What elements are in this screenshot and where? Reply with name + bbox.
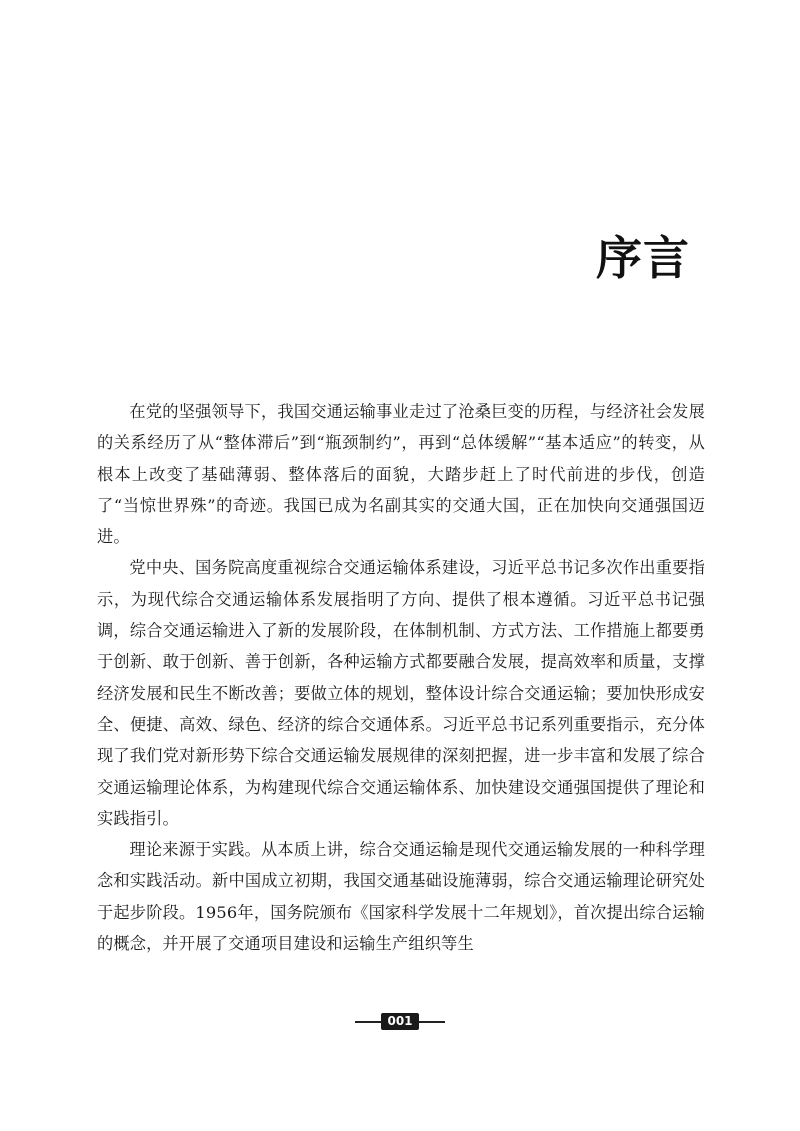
footer-rule-left bbox=[355, 1021, 381, 1023]
page-number: 001 bbox=[381, 1013, 418, 1030]
page-title: 序言 bbox=[596, 231, 690, 285]
body-text bbox=[97, 396, 705, 959]
paragraph: 在党的坚强领导下，我国交通运输事业走过了沧桑巨变的历程，与经济社会发展的关系经历了从“整体滞后”到“瓶颈制约”，再到“总体缓解”“基本适应”的转变，从根本上改变了基础薄弱、整体落后的面貌，大踏步赶上了时代前进的步伐，创造了“当惊世界殊”的奇迹。我国已成为名副其实的交通大国，正在加快向交通强国迈进。 bbox=[97, 402, 705, 547]
footer-rule-right bbox=[419, 1021, 445, 1023]
paragraph: 理论来源于实践。从本质上讲，综合交通运输是现代交通运输发展的一种科学理念和实践活动。新中国成立初期，我国交通基础设施薄弱，综合交通运输理论研究处于起步阶段。1956年，国务院颁布《国家科学发展十二年规划》，首次提出综合运输的概念，并开展了交通项目建设和运输生产组织等生 bbox=[97, 840, 705, 954]
paragraph: 党中央、国务院高度重视综合交通运输体系建设，习近平总书记多次作出重要指示，为现代综合交通运输体系发展指明了方向、提供了根本遵循。习近平总书记强调，综合交通运输进入了新的发展阶段，在体制机制、方式方法、工作措施上都要勇于创新、敢于创新、善于创新，各种运输方式都要融合发展，提高效率和质量，支撑经济发展和民生不断改善；要做立体的规划，整体设计综合交通运输；要加快形成安全、便捷、高效、绿色、经济的综合交通体系。习近平总书记系列重要指示，充分体现了我们党对新形势下综合交通运输发展规律的深刻把握，进一步丰富和发展了综合交通运输理论体系，为构建现代综合交通运输体系、加快建设交通强国提供了理论和实践指引。 bbox=[97, 558, 705, 828]
page-footer bbox=[0, 1013, 800, 1030]
